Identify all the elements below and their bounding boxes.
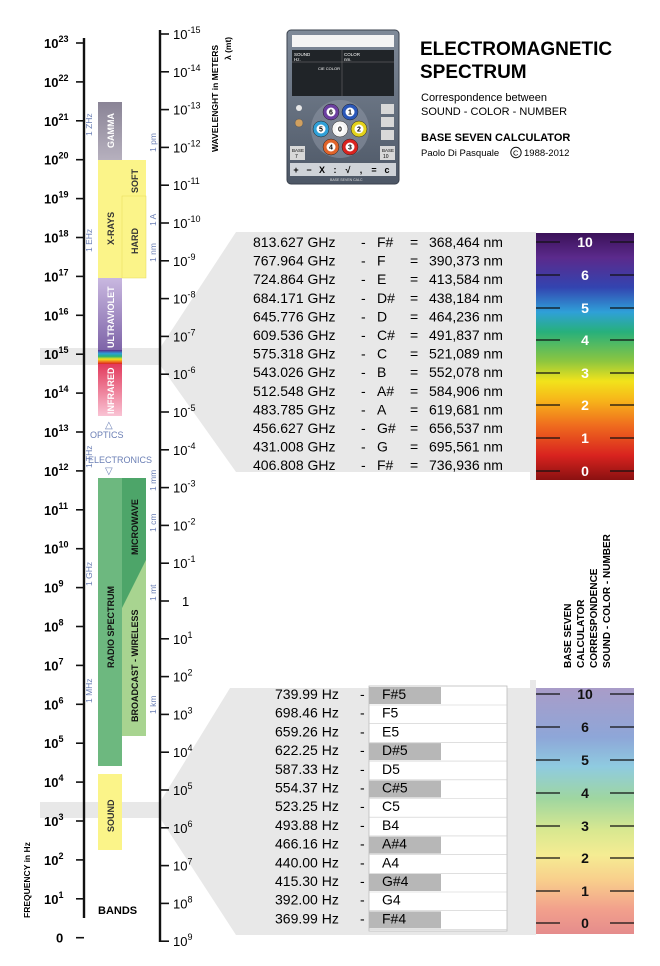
correspondence-side-label — [563, 533, 613, 668]
calc-operator: , — [359, 165, 363, 175]
sound-row-dash: - — [360, 686, 365, 702]
sound-scale-number: 4 — [581, 785, 589, 801]
ultraviolet-label: ULTRAVIOLET — [106, 286, 116, 348]
sound-row-frequency: 554.37 Hz — [275, 779, 339, 796]
color-row-frequency: 456.627 GHz — [253, 420, 336, 436]
side-label-line: CORRESPONDENCE — [589, 568, 600, 668]
frequency-tick-label: $10^7$ — [44, 656, 64, 674]
color-row-note: F# — [377, 457, 394, 474]
calc-base10-label: BASE — [382, 148, 395, 153]
color-row-equals: = — [410, 327, 419, 343]
wavelength-tick-label: $10^{-5}$ — [173, 403, 196, 420]
sound-row-note: A#4 — [382, 835, 407, 852]
color-row-equals: = — [410, 420, 419, 436]
color-row-wavelength: 390,373 nm — [429, 252, 503, 269]
wavelength-tick-label: $10^{-10}$ — [173, 214, 201, 231]
color-row-dash: - — [361, 327, 366, 343]
wavelength-unit-mark: 1 km — [148, 695, 158, 714]
visible-scale-number: 1 — [581, 430, 589, 446]
wavelength-tick-label: $10^{-6}$ — [173, 365, 196, 383]
color-row-equals: = — [410, 382, 419, 399]
calc-cie-label: CIE COLOR — [318, 66, 341, 71]
frequency-tick-label: $10^{23}$ — [44, 34, 69, 51]
frequency-tick-label: $10^4$ — [44, 773, 64, 791]
calc-operator: + — [293, 165, 299, 175]
wavelength-tick-label: 1 — [182, 594, 190, 609]
frequency-unit-mark: 1 MHz — [84, 678, 94, 703]
frequency-tick-label: $10^5$ — [44, 734, 64, 752]
wavelength-tick-label: $10^{-1}$ — [173, 554, 196, 572]
wavelength-unit-mark: 1 cm — [148, 513, 158, 532]
sound-row-dash: - — [360, 704, 365, 721]
color-row-wavelength: 438,184 nm — [429, 289, 503, 306]
calc-operator: √ — [345, 165, 351, 175]
frequency-tick-label: $10^{19}$ — [44, 189, 69, 207]
sound-row-frequency: 698.46 Hz — [275, 704, 339, 721]
frequency-unit-mark: 1 GHz — [84, 561, 94, 586]
color-row-frequency: 406.808 GHz — [253, 457, 336, 474]
wavelength-tick-label: $10^7$ — [173, 856, 193, 874]
calc-base10-value: 10 — [383, 154, 389, 160]
color-row-note: A — [377, 401, 387, 418]
color-row-dash: - — [361, 289, 366, 306]
color-row-wavelength: 736,936 nm — [429, 457, 503, 474]
visible-scale-number: 0 — [581, 463, 589, 479]
color-row-frequency: 645.776 GHz — [253, 308, 336, 325]
color-row-wavelength: 695,561 nm — [429, 438, 503, 455]
bands-label: BANDS — [98, 905, 138, 917]
color-row-frequency: 512.548 GHz — [253, 382, 336, 399]
calc-operator: X — [318, 165, 326, 175]
sound-scale-number: 10 — [577, 686, 593, 702]
color-row-equals: = — [410, 438, 419, 455]
color-row-dash: - — [361, 457, 366, 474]
sound-scale-number: 2 — [581, 850, 589, 866]
sound-scale-number: 5 — [581, 752, 589, 768]
color-row-dash: - — [361, 364, 366, 381]
sound-row-note: E5 — [382, 723, 400, 740]
wavelength-tick-label: $10^{-15}$ — [173, 25, 201, 42]
sound-row-dash: - — [360, 760, 365, 777]
color-row-equals: = — [410, 457, 419, 474]
visible-scale-number: 10 — [577, 234, 593, 250]
color-row-dash: - — [361, 234, 366, 250]
wavelength-tick-label: $10^{-3}$ — [173, 478, 196, 496]
color-row-equals: = — [410, 271, 419, 288]
sound-scale-number: 1 — [581, 883, 589, 899]
sound-row-note: B4 — [382, 816, 400, 833]
sound-row-frequency: 622.25 Hz — [275, 742, 339, 759]
side-label-line: BASE SEVEN — [563, 603, 574, 668]
sound-row-frequency: 392.00 Hz — [275, 891, 339, 908]
sound-row-frequency: 466.16 Hz — [275, 835, 339, 852]
wavelength-unit-mark: 1 nm — [148, 243, 158, 262]
color-row-wavelength: 521,089 nm — [429, 345, 503, 362]
optics-arrow-icon: △ — [105, 420, 113, 431]
sound-row-note: D5 — [382, 760, 400, 777]
title-line2: SPECTRUM — [420, 62, 527, 83]
frequency-tick-label: $10^{21}$ — [44, 111, 69, 129]
frequency-tick-label: $10^{13}$ — [44, 423, 69, 440]
wavelength-tick-label: $10^{-4}$ — [173, 440, 196, 458]
frequency-tick-label: 0 — [56, 930, 64, 946]
calc-operator: : — [333, 165, 337, 175]
sound-row-dash: - — [360, 816, 365, 833]
frequency-tick-label: $10^1$ — [44, 889, 64, 907]
wavelength-tick-label: $10^{-8}$ — [173, 289, 196, 307]
wavelength-tick-label: $10^{-11}$ — [173, 176, 200, 194]
sound-row-dash: - — [360, 873, 365, 889]
calc-operator: c — [384, 165, 390, 175]
visible-scale-number: 5 — [581, 300, 589, 316]
wavelength-tick-label: $10^2$ — [173, 667, 193, 685]
calc-ball-number: 5 — [319, 126, 323, 134]
frequency-tick-label: $10^{12}$ — [44, 461, 69, 479]
frequency-tick-label: $10^2$ — [44, 850, 64, 868]
wavelength-tick-label: $10^6$ — [173, 818, 193, 836]
sound-row-frequency: 739.99 Hz — [275, 686, 339, 702]
calculator-title: BASE SEVEN CALCULATOR — [421, 132, 571, 144]
sound-row-frequency: 493.88 Hz — [275, 816, 339, 833]
sound-row-note: F#4 — [382, 910, 407, 927]
wavelength-tick-label: $10^{-12}$ — [173, 138, 201, 156]
color-row-dash: - — [361, 252, 366, 269]
color-row-equals: = — [410, 308, 419, 325]
frequency-unit-mark: 1 ZHz — [84, 113, 94, 136]
color-row-wavelength: 413,584 nm — [429, 271, 503, 288]
sound-row-dash: - — [360, 910, 365, 927]
sound-row-note: F5 — [382, 704, 399, 721]
sound-row-frequency: 369.99 Hz — [275, 910, 339, 927]
calc-operator: = — [371, 165, 377, 175]
frequency-tick-label: $10^{22}$ — [44, 72, 69, 90]
color-row-note: D# — [377, 289, 395, 306]
frequency-unit-mark: 1 EHz — [84, 228, 94, 252]
subtitle-line1: Correspondence between — [421, 92, 547, 104]
sound-table — [275, 686, 507, 931]
color-row-wavelength: 491,837 nm — [429, 327, 503, 343]
color-row-equals: = — [410, 401, 419, 418]
color-row-frequency: 483.785 GHz — [253, 401, 336, 418]
frequency-tick-label: $10^6$ — [44, 695, 64, 713]
color-row-note: C — [377, 345, 388, 362]
color-row-wavelength: 656,537 nm — [429, 420, 503, 436]
soft-label: SOFT — [130, 169, 140, 193]
years: 1988-2012 — [524, 148, 570, 159]
wavelength-unit-mark: 1 pm — [148, 133, 158, 152]
calc-base7-value: 7 — [295, 154, 298, 160]
wavelength-tick-label: $10^{-9}$ — [173, 251, 196, 269]
wavelength-tick-label: $10^3$ — [173, 705, 193, 723]
frequency-tick-label: $10^{20}$ — [44, 150, 69, 168]
wavelength-tick-label: $10^{-14}$ — [173, 62, 201, 80]
wavelength-tick-label: $10^8$ — [173, 894, 193, 912]
color-row-note: C# — [377, 327, 395, 343]
color-row-frequency: 609.536 GHz — [253, 327, 336, 343]
wavelength-unit-marks — [148, 133, 158, 714]
wavelength-tick-label: $10^4$ — [173, 743, 193, 761]
frequency-unit-marks — [84, 113, 94, 703]
sound-row-note: F#5 — [382, 686, 407, 702]
color-row-frequency: 431.008 GHz — [253, 438, 336, 455]
calc-ball-number: 6 — [329, 109, 333, 117]
sound-row-note: G4 — [382, 891, 401, 908]
calc-color-unit: nm. — [344, 57, 352, 62]
frequency-tick-label: $10^{16}$ — [44, 306, 69, 324]
color-row-wavelength: 368,464 nm — [429, 234, 503, 250]
color-row-equals: = — [410, 364, 419, 381]
sound-row-dash: - — [360, 798, 365, 815]
wavelength-tick-label: $10^{-2}$ — [173, 516, 196, 534]
side-label-line: SOUND - COLOR - NUMBER — [602, 534, 613, 668]
visible-scale-number: 4 — [581, 332, 589, 348]
sound-label: SOUND — [106, 799, 116, 832]
color-row-dash: - — [361, 382, 366, 399]
sound-row-frequency: 659.26 Hz — [275, 723, 339, 740]
color-row-dash: - — [361, 345, 366, 362]
sound-row-dash: - — [360, 835, 365, 852]
color-row-wavelength: 552,078 nm — [429, 364, 503, 381]
color-row-equals: = — [410, 234, 419, 250]
sound-row-note: C5 — [382, 798, 400, 815]
sound-row-note: D#5 — [382, 742, 408, 759]
electronics-arrow-icon: ▽ — [105, 466, 113, 477]
visible-light-band — [98, 350, 122, 364]
calc-ball-number: 4 — [329, 144, 333, 152]
calc-sound-label: SOUND — [294, 52, 311, 57]
wavelength-tick-label: $10^{-7}$ — [173, 327, 196, 345]
sound-row-dash: - — [360, 723, 365, 740]
color-row-equals: = — [410, 289, 419, 306]
color-row-dash: - — [361, 420, 366, 436]
calc-ball-number: 3 — [348, 144, 352, 152]
color-row-dash: - — [361, 401, 366, 418]
color-row-wavelength: 584,906 nm — [429, 382, 503, 399]
gamma-label: GAMMA — [106, 113, 116, 148]
visible-scale-number: 3 — [581, 365, 589, 381]
calc-color-label: COLOR — [344, 52, 361, 57]
visible-scale-number: 2 — [581, 397, 589, 413]
color-row-note: G# — [377, 420, 396, 436]
calc-ball-number: 2 — [357, 126, 361, 134]
sound-row-dash: - — [360, 779, 365, 796]
electronics-label: ELECTRONICS — [88, 455, 153, 465]
frequency-tick-label: $10^{17}$ — [44, 267, 69, 285]
copyright-letter: C — [513, 148, 519, 158]
frequency-tick-label: $10^8$ — [44, 617, 64, 635]
sound-row-dash: - — [360, 891, 365, 908]
color-row-wavelength: 619,681 nm — [429, 401, 503, 418]
color-row-equals: = — [410, 345, 419, 362]
sound-row-frequency: 523.25 Hz — [275, 798, 339, 815]
wavelength-unit-mark: 1 mm — [148, 469, 158, 491]
frequency-tick-label: $10^9$ — [44, 578, 64, 596]
color-row-dash: - — [361, 271, 366, 288]
microwave-label: MICROWAVE — [130, 499, 140, 555]
color-row-frequency: 767.964 GHz — [253, 252, 336, 269]
color-row-frequency: 684.171 GHz — [253, 289, 336, 306]
xrays-label: X-RAYS — [106, 211, 116, 245]
sound-row-frequency: 440.00 Hz — [275, 854, 339, 871]
wavelength-tick-label: $10^1$ — [173, 629, 193, 647]
color-row-dash: - — [361, 308, 366, 325]
frequency-unit-mark: 1 THz — [84, 445, 94, 468]
wavelength-unit-mark: 1 A — [148, 213, 158, 226]
color-row-frequency: 813.627 GHz — [253, 234, 336, 250]
color-row-frequency: 575.318 GHz — [253, 345, 336, 362]
calc-sound-unit: Hz. — [294, 57, 301, 62]
sound-scale-number: 0 — [581, 915, 589, 931]
frequency-tick-label: $10^{10}$ — [44, 539, 69, 557]
calc-ball-number: 0 — [338, 126, 342, 134]
wavelength-tick-label: $10^5$ — [173, 781, 193, 798]
color-row-note: F — [377, 252, 386, 269]
frequency-tick-label: $10^{11}$ — [44, 500, 68, 518]
frequency-tick-label: $10^3$ — [44, 812, 64, 829]
color-row-note: G — [377, 438, 388, 455]
sound-row-note: G#4 — [382, 873, 409, 889]
color-row-note: E — [377, 271, 387, 288]
broadcast-label: BROADCAST - WIRELESS — [130, 609, 140, 722]
calc-operator: − — [306, 165, 312, 175]
subtitle-line2: SOUND - COLOR - NUMBER — [421, 106, 568, 118]
title-line1: ELECTROMAGNETIC — [420, 39, 613, 60]
wavelength-tick-label: $10^9$ — [173, 932, 193, 950]
side-label-line: CALCULATOR — [576, 599, 587, 668]
frequency-tick-label: $10^{14}$ — [44, 384, 69, 402]
color-row-wavelength: 464,236 nm — [429, 308, 503, 325]
sound-row-dash: - — [360, 854, 365, 871]
sound-row-dash: - — [360, 742, 365, 759]
color-row-note: F# — [377, 234, 394, 250]
color-row-equals: = — [410, 252, 419, 269]
color-row-note: A# — [377, 382, 395, 399]
infrared-label: INFRARED — [106, 367, 116, 414]
sound-row-frequency: 415.30 Hz — [275, 873, 339, 889]
radio-label: RADIO SPECTRUM — [106, 585, 116, 668]
optics-label: OPTICS — [90, 430, 124, 440]
color-row-note: D — [377, 308, 388, 325]
color-row-frequency: 543.026 GHz — [253, 364, 336, 381]
frequency-tick-label: $10^{15}$ — [44, 345, 69, 363]
calc-base7-label: BASE — [292, 148, 305, 153]
sound-scale-number: 6 — [581, 719, 589, 735]
sound-scale-number: 3 — [581, 818, 589, 834]
frequency-axis-label: FREQUENCY in Hz — [22, 842, 32, 918]
lambda-label: λ (mt) — [223, 36, 233, 60]
sound-row-note: C#5 — [382, 779, 408, 796]
sound-row-frequency: 587.33 Hz — [275, 760, 339, 777]
calc-footer: BASE SEVEN CALC — [330, 178, 363, 182]
frequency-tick-label: $10^{18}$ — [44, 228, 69, 246]
calculator-illustration — [287, 30, 399, 184]
calc-ball-number: 1 — [348, 109, 352, 117]
author: Paolo Di Pasquale — [421, 148, 500, 159]
color-row-frequency: 724.864 GHz — [253, 271, 336, 288]
wavelength-tick-label: $10^{-13}$ — [173, 100, 201, 118]
visible-scale-number: 6 — [581, 267, 589, 283]
wavelength-unit-mark: 1 mt — [148, 584, 158, 601]
color-row-note: B — [377, 364, 387, 381]
color-row-dash: - — [361, 438, 366, 455]
sound-row-note: A4 — [382, 854, 400, 871]
hard-label: HARD — [130, 228, 140, 254]
wavelength-axis-label: WAVELENGHT in METERS — [210, 44, 220, 152]
